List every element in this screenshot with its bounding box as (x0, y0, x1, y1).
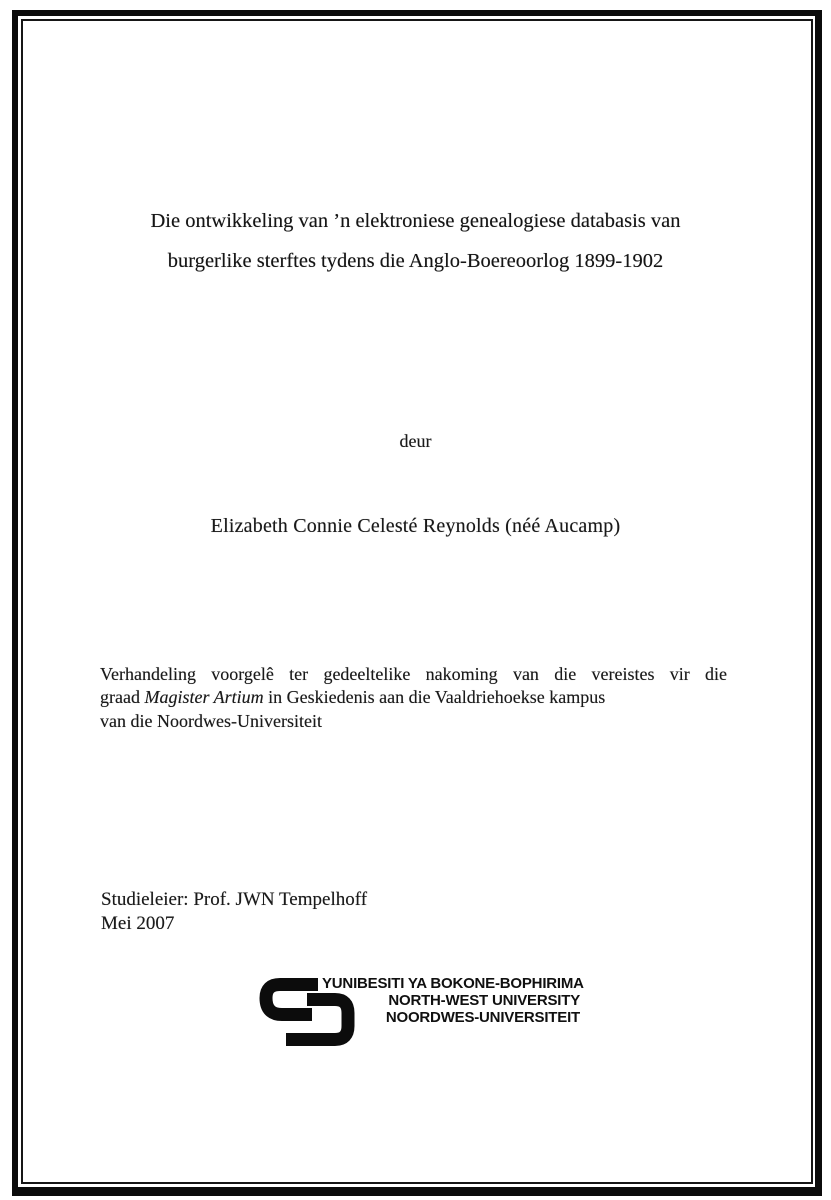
declaration-line-1: Verhandeling voorgelê ter gedeeltelike nakoming van die vereistes vir die (100, 664, 727, 684)
thesis-title-line-2: burgerlike sterftes tydens die Anglo-Boereoorlog 1899-1902 (167, 250, 664, 272)
author-name: Elizabeth Connie Celesté Reynolds (néé Aucamp) (210, 515, 621, 537)
logo-text-line-english: NORTH-WEST UNIVERSITY (388, 992, 580, 1009)
declaration-line-3: van die Noordwes-Universiteit (100, 710, 322, 731)
supervisor-block (101, 888, 367, 935)
university-logo-text (322, 975, 584, 1026)
logo-text-line-setswana: YUNIBESITI YA BOKONE-BOPHIRIMA (322, 975, 584, 992)
supervisor-line: Studieleier: Prof. JWN Tempelhoff (101, 889, 368, 910)
logo-text-line-afrikaans: NOORDWES-UNIVERSITEIT (385, 1009, 580, 1026)
thesis-title-line-1: Die ontwikkeling van ’n elektroniese genealogiese databasis van (150, 210, 681, 232)
declaration-line-2-prefix: graad (100, 687, 145, 708)
declaration-line-2-suffix: in Geskiedenis aan die Vaaldriehoekse kampus (263, 687, 606, 708)
declaration-line-2 (100, 686, 727, 709)
byline-label: deur (399, 431, 432, 451)
degree-name: Magister Artium (144, 687, 264, 708)
thesis-title (0, 201, 831, 281)
degree-declaration (100, 663, 727, 733)
date-line: Mei 2007 (101, 912, 175, 934)
